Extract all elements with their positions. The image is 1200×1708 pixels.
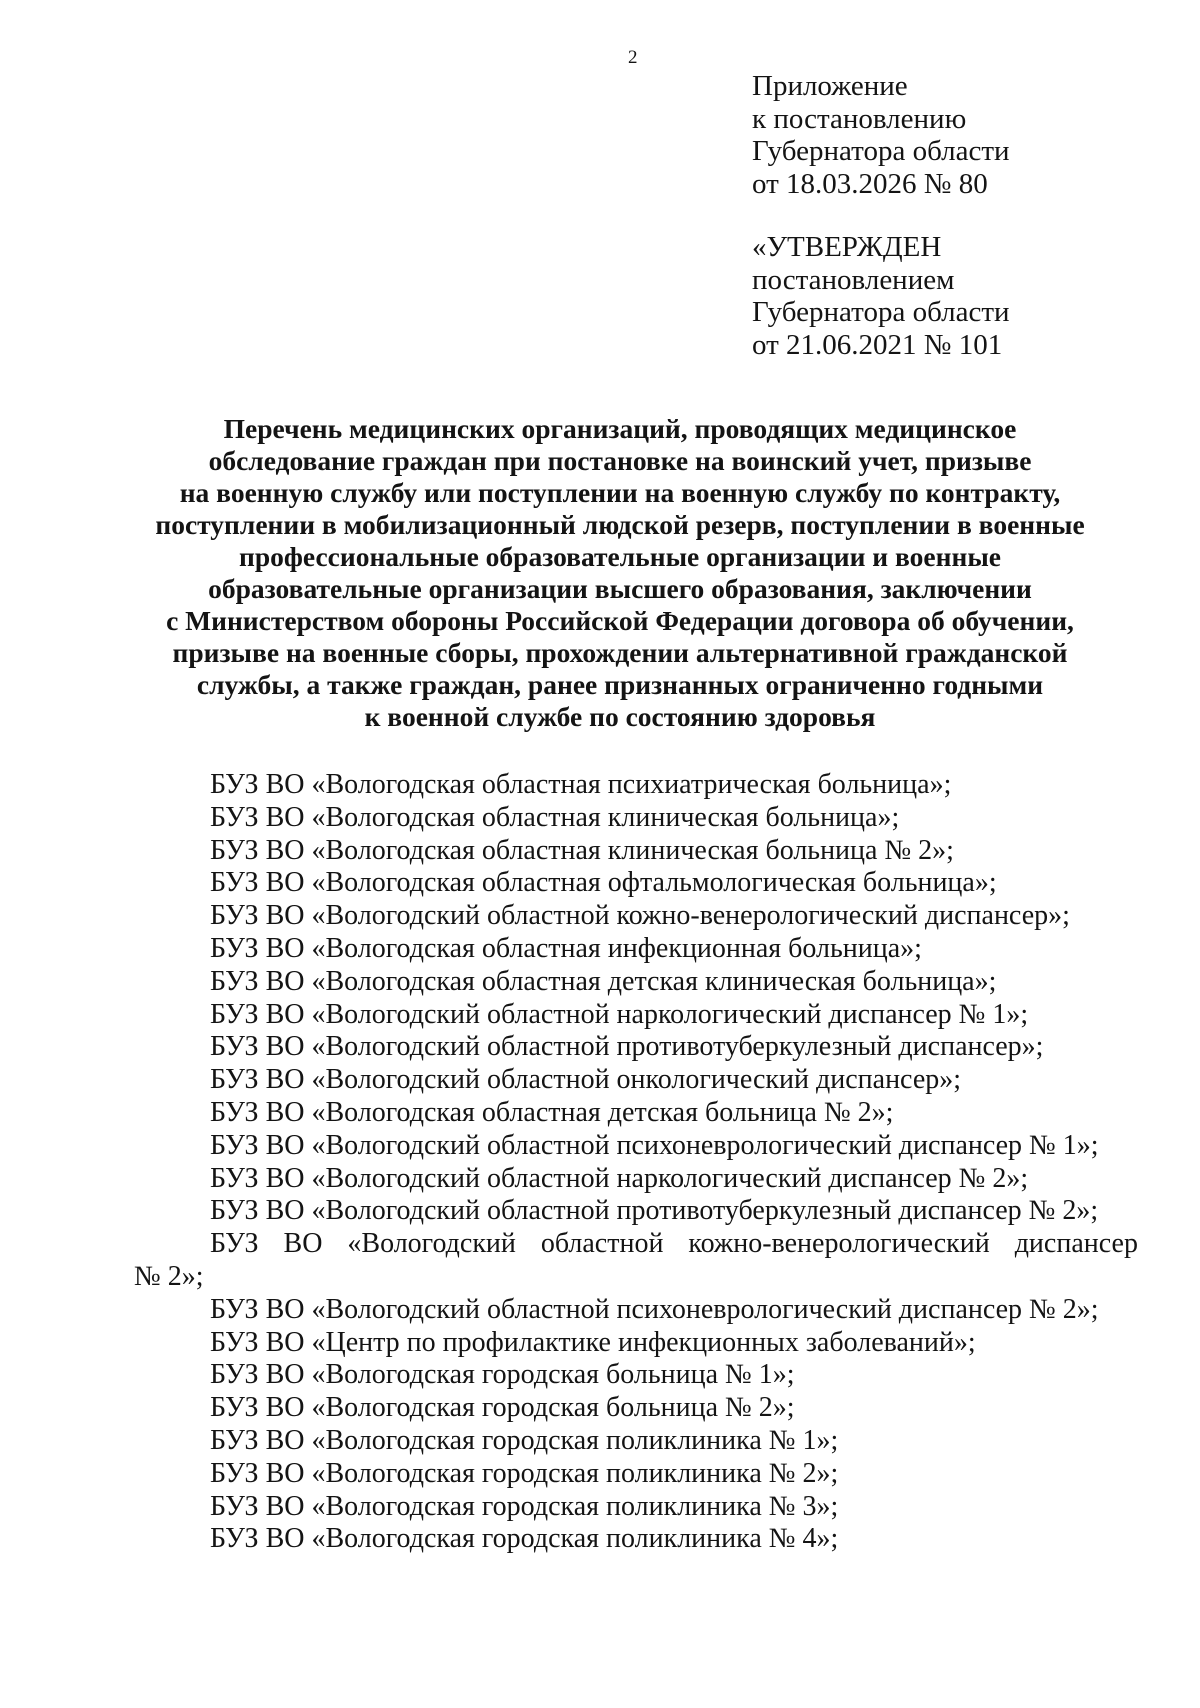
document-title [120,413,1120,733]
approval-line: постановлением [752,263,955,296]
list-item: БУЗ ВО «Вологодская областная клиническая больница»; [210,801,900,833]
list-item: БУЗ ВО «Вологодский областной наркологический диспансер № 1»; [210,998,1029,1030]
list-item: БУЗ ВО «Вологодская городская поликлиника № 2»; [210,1457,839,1489]
word: диспансер [1014,1228,1138,1260]
title-line: обследование граждан при постановке на воинский учет, призыве [208,445,1032,476]
title-line: профессиональные образовательные организации и военные [238,541,1002,572]
list-item: БУЗ ВО «Вологодская городская больница № 1»; [210,1359,795,1391]
list-item: БУЗ ВО «Вологодская городская больница № 2»; [210,1392,795,1424]
list-item: БУЗ ВО «Центр по профилактике инфекционных заболеваний»; [210,1326,976,1358]
appendix-line: к постановлению [752,102,967,135]
approval-line: «УТВЕРЖДЕН [752,231,942,263]
word: БУЗ [210,1228,259,1260]
appendix-block [752,70,1010,200]
title-line: Перечень медицинских организаций, проводящих медицинское [223,413,1017,444]
title-line: призыве на военные сборы, прохождении альтернативной гражданской [172,637,1068,668]
list-item: БУЗ ВО «Вологодская городская поликлиника № 1»; [210,1424,839,1456]
appendix-line: Губернатора области [752,135,1010,167]
list-item: БУЗ ВО «Вологодский областной онкологический диспансер»; [210,1064,962,1096]
word: ВО [283,1228,323,1260]
title-line: к военной службе по состоянию здоровья [364,701,876,732]
word: областной [540,1228,664,1260]
list-item: БУЗ ВО «Вологодский областной психоневрологический диспансер № 1»; [210,1129,1099,1161]
list-item-justified [134,1228,1138,1261]
appendix-line: Приложение [752,70,908,102]
title-line: образовательные организации высшего образования, заключении [208,573,1032,604]
appendix-line: от 18.03.2026 № 80 [752,167,988,200]
list-item: БУЗ ВО «Вологодская областная клиническая больница № 2»; [210,834,954,866]
list-item-continuation: № 2»; [134,1260,204,1292]
list-item: БУЗ ВО «Вологодская городская поликлиника № 4»; [210,1523,839,1555]
organization-list [134,769,1138,1556]
approval-line: от 21.06.2021 № 101 [752,328,1003,361]
list-item: БУЗ ВО «Вологодский областной наркологический диспансер № 2»; [210,1162,1029,1194]
word: кожно-венерологический [688,1228,990,1260]
title-line: службы, а также граждан, ранее признанных ограниченно годными [196,669,1044,700]
list-item: БУЗ ВО «Вологодская областная детская клиническая больница»; [210,965,997,997]
page-number: 2 [628,47,638,68]
approval-line: Губернатора области [752,296,1010,328]
list-item: БУЗ ВО «Вологодская областная детская больница № 2»; [210,1096,894,1128]
list-item: БУЗ ВО «Вологодский областной кожно-венерологический диспансер»; [210,900,1070,932]
approval-block [752,231,1010,361]
list-item: БУЗ ВО «Вологодский областной психоневрологический диспансер № 2»; [210,1293,1099,1325]
list-item: БУЗ ВО «Вологодский областной противотуберкулезный диспансер № 2»; [210,1195,1099,1227]
list-item: БУЗ ВО «Вологодская областная офтальмологическая больница»; [210,867,997,899]
list-item: БУЗ ВО «Вологодская областная инфекционная больница»; [210,932,922,964]
title-line: поступлении в мобилизационный людской резерв, поступлении в военные [155,509,1085,540]
list-item: БУЗ ВО «Вологодский областной противотуберкулезный диспансер»; [210,1031,1044,1063]
list-item: БУЗ ВО «Вологодская областная психиатрическая больница»; [210,769,952,800]
word: «Вологодский [347,1228,516,1260]
title-line: с Министерством обороны Российской Федерации договора об обучении, [166,605,1074,636]
title-line: на военную службу или поступлении на военную службу по контракту, [179,477,1061,508]
list-item: БУЗ ВО «Вологодская городская поликлиника № 3»; [210,1490,839,1522]
